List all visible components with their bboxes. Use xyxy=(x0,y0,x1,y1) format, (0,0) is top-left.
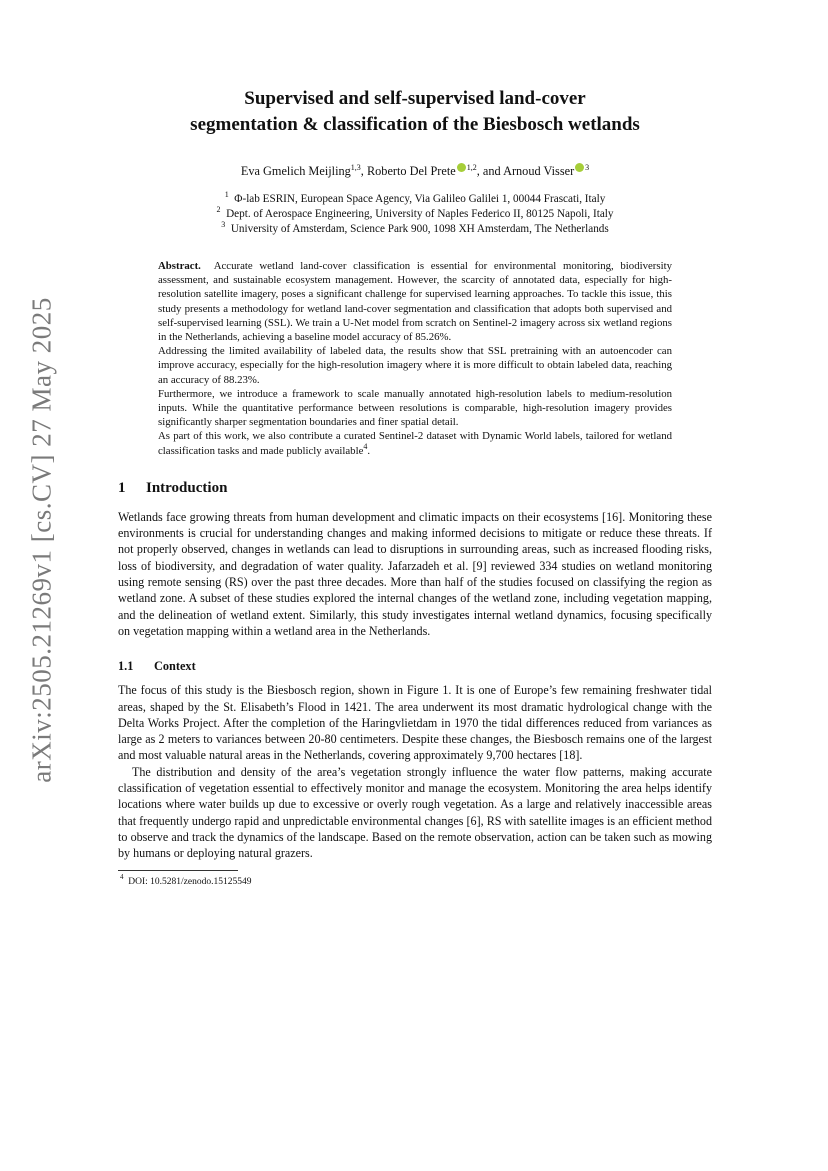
affiliation-item xyxy=(118,222,712,237)
affiliation-num: 2 xyxy=(216,205,221,214)
abstract-paragraph: Furthermore, we introduce a framework to scale manually annotated high-resolution labels to medium-resolution inputs. While the quantitative performance between resolutions is comparable, high-resolution imagery provides significantly sharper segmentation boundaries and finer spatial detail. xyxy=(158,387,672,429)
footnote xyxy=(118,873,712,888)
footnote-rule xyxy=(118,870,238,871)
section-title: Introduction xyxy=(146,479,228,496)
abstract-label: Abstract. xyxy=(158,260,201,272)
title-line-2: segmentation & classification of the Biesbosch wetlands xyxy=(190,114,640,135)
author-name: Eva Gmelich Meijling xyxy=(240,164,351,178)
context-body xyxy=(118,682,712,861)
affiliation-num: 3 xyxy=(221,220,226,229)
section-heading-introduction xyxy=(118,480,712,497)
body-paragraph: The distribution and density of the area’s vegetation strongly influence the water flow patterns, making accurate classification of vegetation essential to effectively monitor and manage the ecosystem. Monitoring the area helps identify locations where water builds up due to excessive or overly rough vegetation. As a large and relatively inaccessible areas that frequently undergo rapid and unpredictable environmental changes [6], RS with satellite images is an efficient method to observe and track the dynamics of the landscape. Based on the remote observation, action can be taken such as mowing by humans or deploying natural grazers. xyxy=(118,764,712,861)
orcid-icon[interactable] xyxy=(575,163,584,172)
paper-page xyxy=(118,86,712,887)
subsection-title: Context xyxy=(154,659,196,674)
orcid-icon[interactable] xyxy=(457,163,466,172)
abstract-text: . xyxy=(367,444,371,457)
paper-title xyxy=(118,86,712,138)
arxiv-identifier: arXiv:2505.21269v1 [cs.CV] 27 May 2025 xyxy=(26,297,57,783)
author-affil-sup: 1,3 xyxy=(350,163,361,172)
author-affil-sup: 3 xyxy=(585,163,590,172)
affiliation-text: Φ-lab ESRIN, European Space Agency, Via Galileo Galilei 1, 00044 Frascati, Italy xyxy=(234,193,606,205)
introduction-body xyxy=(118,509,712,639)
footnote-num: 4 xyxy=(120,873,124,882)
affiliation-text: Dept. of Aerospace Engineering, University of Naples Federico II, 80125 Napoli, Italy xyxy=(226,208,614,220)
affiliation-text: University of Amsterdam, Science Park 900, 1098 XH Amsterdam, The Netherlands xyxy=(230,223,609,235)
author-name: Arnoud Visser xyxy=(503,164,575,178)
affiliation-num: 1 xyxy=(224,190,229,199)
subsection-heading-context xyxy=(118,659,712,674)
author-separator: , xyxy=(360,164,367,178)
body-paragraph: The focus of this study is the Biesbosch region, shown in Figure 1. It is one of Europe’s few remaining freshwater tidal areas, shaped by the St. Elisabeth’s Flood in 1421. The area underwent its most dramatic hydrological change with the Delta Works Project. After the completion of the Haringvlietdam in 1970 the tidal differences reduced from variances as large as 2 meters to variances between 20-80 centimeters. Despite these changes, the Biesbosch remains one of the largest and most valuable natural areas in the Netherlands, covering approximately 9,700 hectares [18]. xyxy=(118,683,712,763)
affiliation-item xyxy=(118,192,712,207)
author-affil-sup: 1,2 xyxy=(466,163,477,172)
title-line-1: Supervised and self-supervised land-cover xyxy=(244,88,586,109)
author-separator: , and xyxy=(476,164,504,178)
affiliation-list xyxy=(118,192,712,237)
author-name: Roberto Del Prete xyxy=(366,164,456,178)
body-paragraph: Wetlands face growing threats from human development and climatic impacts on their ecosystems [16]. Monitoring these environments is crucial for understanding changes and making informed decisions to mitigate or reduce these threats. If not properly observed, changes in wetlands can lead to disruptions in surrounding areas, such as increased flooding risks, loss of biodiversity, and degradation of water quality. Jafarzadeh et al. [9] reviewed 334 studies on wetland monitoring using remote sensing (RS) over the past three decades. More than half of the studies focused on classifying the region as wetland zone. A subset of these studies explored the internal changes of the wetland zone, including vegetation mapping, and the delineation of wetland extent. Similarly, this study investigates internal wetland dynamics, focusing specifically on vegetation mapping within a wetland area in the Netherlands. xyxy=(118,509,712,638)
affiliation-item xyxy=(118,207,712,222)
abstract xyxy=(158,259,672,458)
author-list xyxy=(118,162,712,180)
arxiv-sidebar xyxy=(20,297,64,783)
section-number: 1 xyxy=(118,479,126,496)
abstract-paragraph xyxy=(158,259,672,344)
abstract-text: As part of this work, we also contribute a curated Sentinel-2 dataset with Dynamic World labels, tailored for wetland classification tasks and made publicly available xyxy=(158,430,672,457)
footnote-ref[interactable]: 4 xyxy=(363,441,368,451)
footnote-text[interactable]: DOI: 10.5281/zenodo.15125549 xyxy=(128,877,252,888)
subsection-number: 1.1 xyxy=(118,659,134,674)
abstract-text: Accurate wetland land-cover classification is essential for environmental monitoring, biodiversity assessment, and sustainable ecosystem management. However, the scarcity of annotated data, especially for high-resolution satellite imagery, poses a significant challenge for supervised learning approaches. To tackle this issue, this study presents a methodology for wetland land-cover segmentation and classification that adopts both supervised and self-supervised learning (SSL). We train a U-Net model from scratch on Sentinel-2 imagery across six wetland regions in the Netherlands, achieving a baseline model accuracy of 85.26%. xyxy=(158,260,672,344)
abstract-paragraph: Addressing the limited availability of labeled data, the results show that SSL pretraining with an autoencoder can improve accuracy, especially for the high-resolution imagery where it is more difficult to obtain labeled data, reaching an accuracy of 88.23%. xyxy=(158,345,672,386)
abstract-paragraph xyxy=(158,429,672,457)
